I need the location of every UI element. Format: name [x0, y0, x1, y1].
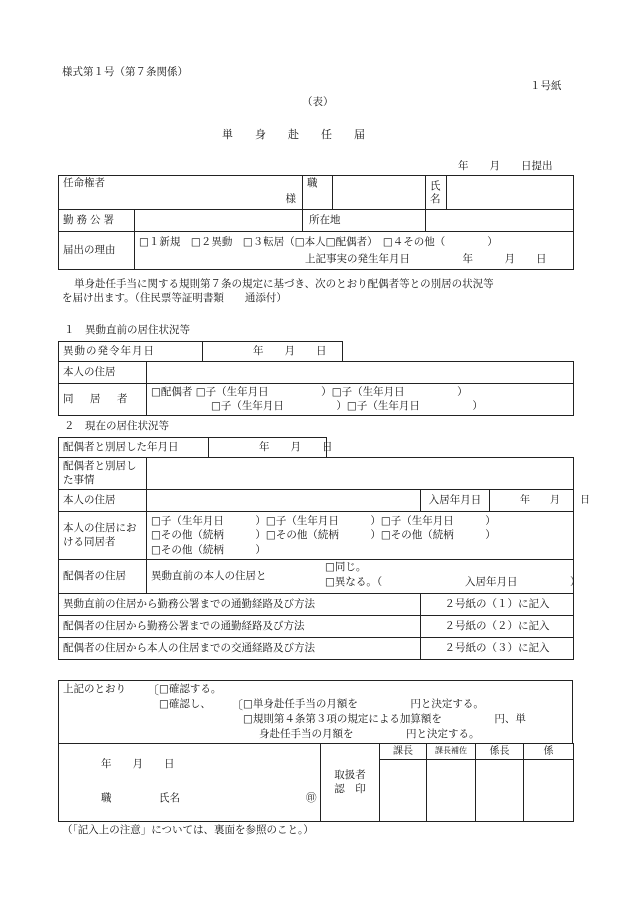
circumstances-label: 配偶者と別居した事情 [59, 458, 147, 490]
sign-post-label: 職 [101, 792, 112, 804]
decide-addition-cont: 身赴任手当の月額を 円と決定する。 [259, 728, 480, 740]
reason-options[interactable] [135, 232, 574, 270]
name-field[interactable] [447, 176, 574, 210]
stamp-table [58, 743, 574, 822]
stamp-box-2[interactable] [427, 760, 476, 822]
other-d[interactable]: □その他（続柄 ） [151, 543, 266, 556]
empty-cell [327, 438, 574, 458]
sign-name-label: 氏名 [159, 792, 180, 804]
stamp-header-1: 課長 [380, 744, 427, 760]
prior-residence-compare: 異動直前の本人の住居と [151, 570, 267, 582]
same-checkbox[interactable]: □同じ。 [325, 561, 367, 573]
seal-icon: ㊞ [306, 792, 317, 804]
separation-date-field[interactable]: 年 月 日 [209, 438, 327, 458]
child-4[interactable]: □子（生年月日 ） [346, 399, 483, 412]
stamp-header-4: 係 [524, 744, 574, 760]
child-c[interactable]: □子（生年月日 ） [380, 515, 496, 528]
section-2-heading: ２ 現在の居住状況等 [64, 420, 169, 432]
move-in-field[interactable]: 年 月 日 [490, 490, 574, 512]
stamp-box-4[interactable] [524, 760, 574, 822]
applicant-table [58, 175, 574, 270]
footer-note: （「記入上の注意」については、裏面を参照のこと。） [62, 824, 314, 836]
empty-cell [343, 342, 574, 362]
name-label: 氏名 [426, 176, 447, 210]
route-row-2-note: ２号紙の（２）に記入 [421, 616, 574, 638]
decide-addition[interactable]: □規則第４条第３項の規定による加算額を 円、単 [243, 713, 526, 725]
submit-date: 年 月 日提出 [458, 160, 553, 172]
appointer-label: 任命権者 [63, 177, 105, 189]
sheet-number: １号紙 [530, 80, 562, 92]
circumstances-field[interactable] [147, 458, 574, 490]
route-row-3-note: ２号紙の（３）に記入 [421, 638, 574, 660]
bracket-icon: 〔 [147, 683, 160, 697]
child-a[interactable]: □子（生年月日 ） [151, 515, 266, 528]
current-residence-label: 本人の住居 [59, 490, 147, 512]
child-2[interactable]: □子（生年月日 ） [331, 385, 468, 398]
section-1-table [58, 341, 574, 416]
reason-checkboxes[interactable]: □１新規 □２異動 □３転居（□本人□配偶者） □４その他（ ） [139, 236, 498, 249]
side-label: （表） [302, 96, 334, 108]
stamp-box-3[interactable] [476, 760, 524, 822]
post-label: 職 [303, 176, 333, 210]
prior-cohabitants-label: 同 居 者 [59, 384, 147, 416]
section-1-heading: １ 異動直前の居住状況等 [64, 324, 190, 336]
child-b[interactable]: □子（生年月日 ） [265, 515, 381, 528]
fact-date: 上記事実の発生年月日 年 月 日 [305, 252, 547, 265]
stamp-header-3: 係長 [476, 744, 524, 760]
other-b[interactable]: □その他（続柄 ） [265, 529, 381, 542]
spouse-checkbox[interactable]: □配偶者 [151, 385, 193, 398]
form-number: 様式第１号（第７条関係） [62, 66, 188, 78]
order-date-label: 異動の発令年月日 [59, 342, 203, 362]
office-field[interactable] [135, 210, 303, 232]
prior-residence-label: 本人の住居 [59, 362, 147, 384]
handler-label [321, 744, 380, 822]
confirm-only-checkbox[interactable]: □確認する。 [159, 683, 222, 695]
office-label: 勤務公署 [59, 210, 135, 232]
post-field[interactable] [333, 176, 426, 210]
location-label: 所在地 [303, 210, 426, 232]
current-residence-field[interactable] [147, 490, 421, 512]
spouse-residence-field[interactable] [147, 560, 581, 594]
sama-label: 様 [285, 193, 296, 206]
route-row-1-label: 異動直前の住居から勤務公署までの通勤経路及び方法 [59, 594, 421, 616]
confirm-and-checkbox[interactable]: □確認し、 [159, 698, 211, 710]
decide-monthly[interactable]: □単身赴任手当の月額を 円と決定する。 [243, 698, 484, 710]
as-above-label: 上記のとおり [63, 683, 126, 695]
confirmation-box [58, 680, 573, 744]
bracket-icon-2: 〔 [231, 698, 244, 712]
stamp-header-2: 課長補佐 [427, 744, 476, 760]
page-title: 単 身 赴 任 届 [222, 128, 365, 141]
handler-label-2: 認 印 [334, 782, 366, 795]
other-a[interactable]: □その他（続柄 ） [151, 529, 266, 542]
spouse-residence-label: 配偶者の住居 [59, 560, 147, 594]
different-checkbox[interactable]: □異なる。（ [325, 576, 383, 588]
prior-residence-field[interactable] [147, 362, 574, 384]
intro-line-2: を届け出ます。（住民票等証明書類 通添付） [62, 292, 287, 304]
order-date-field[interactable]: 年 月 日 [203, 342, 343, 362]
location-field[interactable] [426, 210, 574, 232]
child-3[interactable]: □子（生年月日 ） [211, 399, 347, 412]
route-row-1-note: ２号紙の（１）に記入 [421, 594, 574, 616]
separation-date-label: 配偶者と別居した年月日 [59, 438, 209, 458]
handler-label-1: 取扱者 [334, 768, 366, 781]
child-1[interactable]: □子（生年月日 ） [195, 385, 332, 398]
other-c[interactable]: □その他（続柄 ） [380, 529, 496, 542]
signature-cell[interactable] [59, 744, 321, 822]
current-cohabitants-label: 本人の住居における同居者 [59, 512, 147, 560]
reason-label: 届出の理由 [59, 232, 135, 270]
stamp-box-1[interactable] [380, 760, 427, 822]
sign-date: 年 月 日 [101, 758, 175, 770]
section-2-table [58, 437, 590, 660]
appointer-cell[interactable] [59, 176, 303, 210]
move-in-label: 入居年月日 [421, 490, 490, 512]
spouse-move-in-date[interactable]: 入居年月日 ） [465, 576, 581, 588]
current-cohabitants-field[interactable] [147, 512, 574, 560]
route-row-3-label: 配偶者の住居から本人の住居までの交通経路及び方法 [59, 638, 421, 660]
route-row-2-label: 配偶者の住居から勤務公署までの通勤経路及び方法 [59, 616, 421, 638]
prior-cohabitants-field[interactable] [147, 384, 574, 416]
intro-line-1: 単身赴任手当に関する規則第７条の規定に基づき、次のとおり配偶者等との別居の状況等 [74, 278, 494, 290]
